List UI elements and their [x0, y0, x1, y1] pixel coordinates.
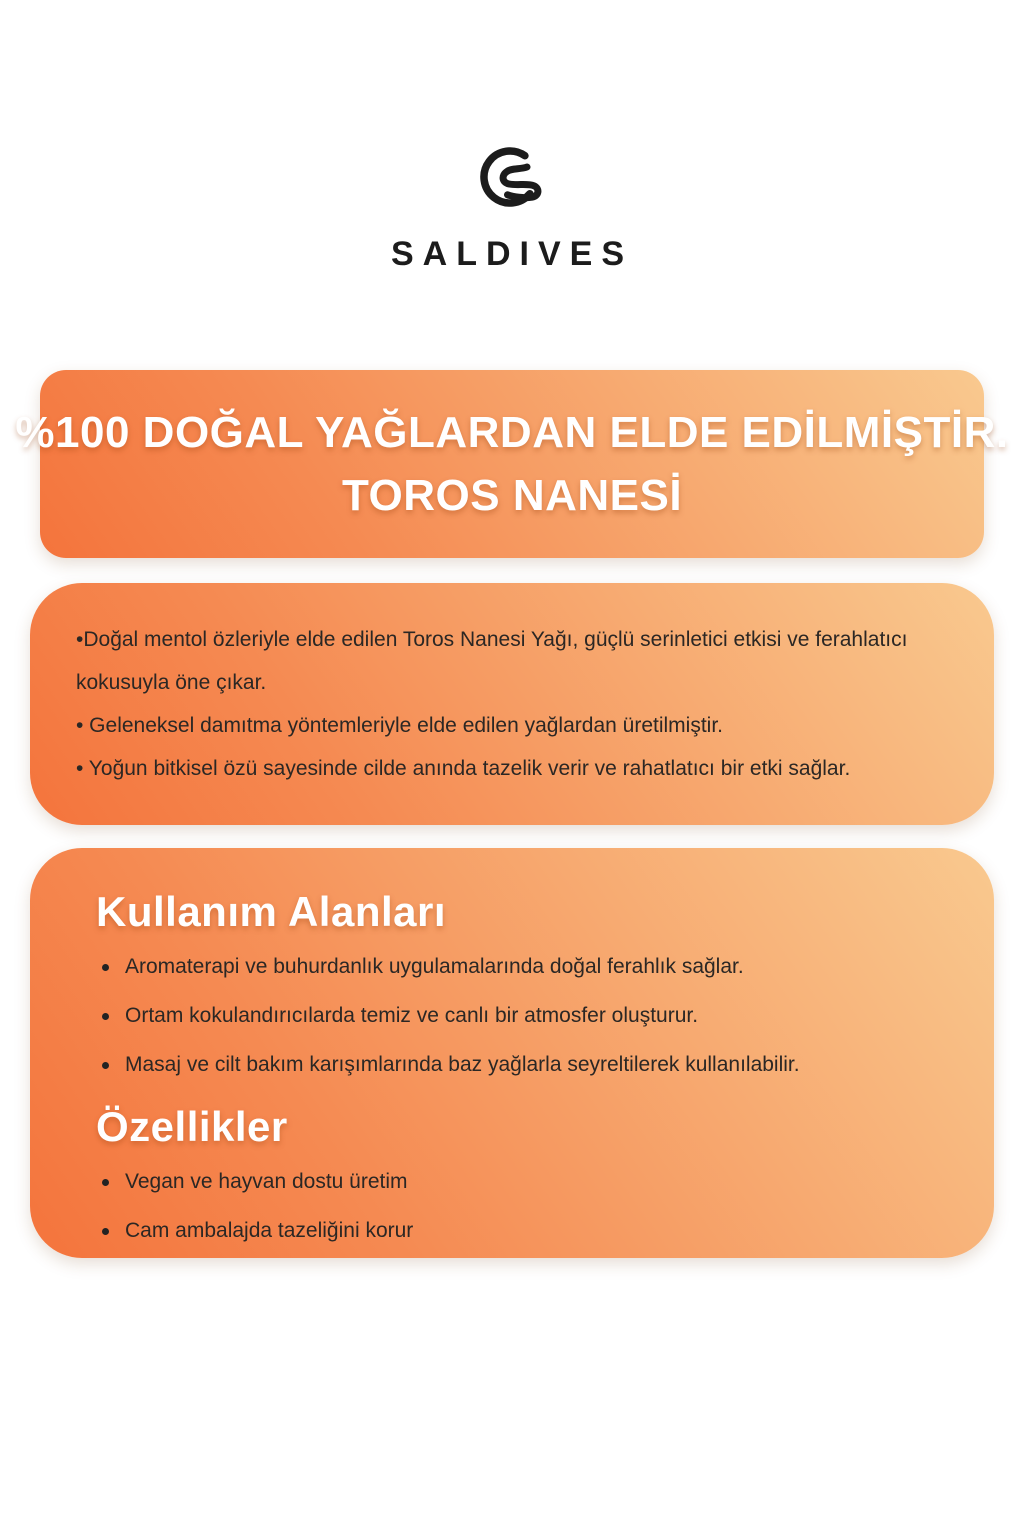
description-card: [30, 583, 994, 825]
feature-item-label: Cam ambalajda tazeliğini korur: [125, 1219, 414, 1242]
bullet-dot-icon: [102, 1062, 109, 1069]
feature-item: [102, 1220, 934, 1242]
usage-list: [102, 956, 934, 1076]
usage-item: [102, 1005, 934, 1027]
features-section-title: Özellikler: [96, 1103, 288, 1150]
feature-item-label: Vegan ve hayvan dostu üretim: [125, 1170, 408, 1193]
bullet-dot-icon: [102, 964, 109, 971]
usage-item: [102, 956, 934, 978]
feature-item: [102, 1171, 934, 1193]
bullet-dot-icon: [102, 1179, 109, 1186]
usage-item-label: Aromaterapi ve buhurdanlık uygulamalarında doğal ferahlık sağlar.: [125, 955, 744, 978]
description-bullet: • Geleneksel damıtma yöntemleriyle elde edilen yağlardan üretilmiştir.: [76, 714, 723, 737]
bullet-dot-icon: [102, 1013, 109, 1020]
usage-section-title: Kullanım Alanları: [96, 888, 447, 935]
hero-title-line2: TOROS NANESİ: [341, 471, 683, 520]
hero-title-line1: %100 DOĞAL YAĞLARDAN ELDE EDİLMİŞTİR.: [15, 408, 1009, 457]
description-bullet: • Yoğun bitkisel özü sayesinde cilde anında tazelik verir ve rahatlatıcı bir etki sağlar.: [76, 757, 851, 780]
usage-item: [102, 1054, 934, 1076]
description-bullet: •Doğal mentol özleriyle elde edilen Toros Nanesi Yağı, güçlü serinletici etkisi ve ferahlatıcı kokusuyla öne çıkar.: [76, 628, 908, 694]
description-text: [76, 618, 954, 790]
brand-wordmark: SALDIVES: [390, 235, 634, 273]
features-list: [102, 1171, 934, 1242]
hero-banner: [15, 370, 1009, 558]
details-card: [30, 848, 994, 1258]
usage-item-label: Ortam kokulandırıcılarda temiz ve canlı bir atmosfer oluşturur.: [125, 1004, 699, 1027]
saldives-logo-icon: [480, 143, 544, 217]
bullet-dot-icon: [102, 1228, 109, 1235]
brand-header: [0, 0, 1024, 272]
usage-item-label: Masaj ve cilt bakım karışımlarında baz yağlarla seyreltilerek kullanılabilir.: [125, 1053, 800, 1076]
